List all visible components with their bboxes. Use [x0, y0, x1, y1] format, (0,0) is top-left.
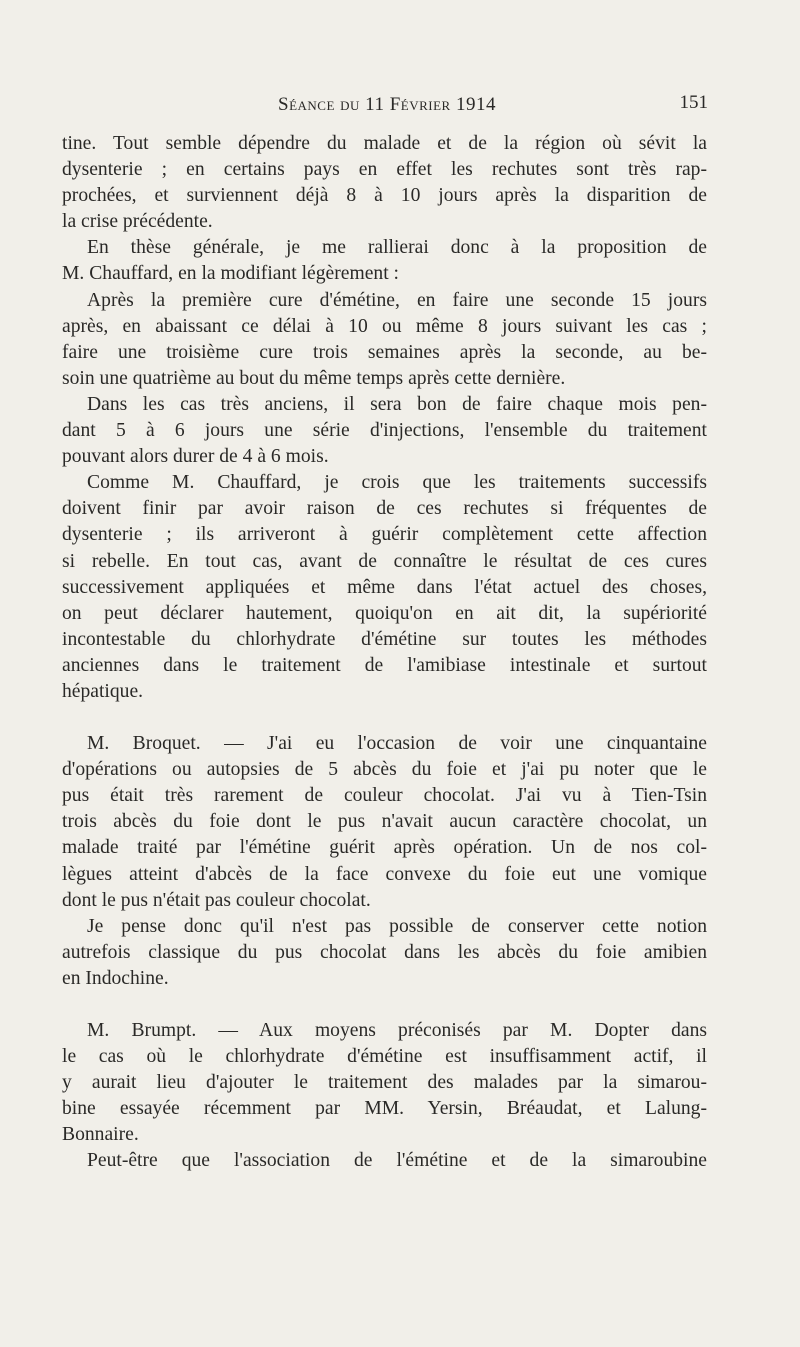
text-line: dysenterie ; en certains pays en effet les rechutes sont très rap- — [62, 159, 707, 181]
text-line: en Indochine. — [62, 967, 169, 989]
paragraph — [62, 731, 707, 914]
text-line: M. Brumpt. — Aux moyens préconisés par M. Dopter dans — [87, 1020, 707, 1041]
text-line: anciennes dans le traitement de l'amibiase intestinale et surtout — [62, 654, 707, 676]
text-line: Bonnaire. — [62, 1124, 139, 1146]
text-line: Après la première cure d'émétine, en faire une seconde 15 jours — [87, 289, 707, 311]
text-line: dont le pus n'était pas couleur chocolat. — [62, 889, 371, 911]
text-line: le cas où le chlorhydrate d'émétine est insuffisamment actif, il — [62, 1046, 707, 1068]
text-line: autrefois classique du pus chocolat dans les abcès du foie amibien — [62, 941, 707, 963]
running-head — [62, 90, 712, 120]
text-line: trois abcès du foie dont le pus n'avait aucun caractère chocolat, un — [62, 811, 707, 833]
running-title: Séance du 11 Février 1914 — [278, 94, 496, 115]
paragraph — [62, 1018, 707, 1148]
text-line: la crise précédente. — [62, 211, 213, 233]
page-number: 151 — [679, 92, 708, 113]
text-line: dant 5 à 6 jours une série d'injections, l'ensemble du traitement — [62, 420, 707, 442]
paragraph — [62, 235, 707, 287]
text-line: En thèse générale, je me rallierai donc à la proposition de — [87, 237, 707, 259]
text-line: Dans les cas très anciens, il sera bon de faire chaque mois pen- — [87, 393, 707, 415]
paragraph — [62, 470, 707, 705]
text-line: pus était très rarement de couleur chocolat. J'ai vu à Tien-Tsin — [62, 785, 707, 807]
text-line: successivement appliquées et même dans l'état actuel des choses, — [62, 576, 707, 598]
text-line: M. Broquet. — J'ai eu l'occasion de voir une cinquantaine — [87, 733, 707, 755]
text-line: Peut-être que l'association de l'émétine et de la simaroubine — [87, 1150, 707, 1172]
text-line: si rebelle. En tout cas, avant de connaître le résultat de ces cures — [62, 550, 707, 572]
paragraph — [62, 288, 707, 392]
text-line: hépatique. — [62, 680, 144, 702]
text-line: dysenterie ; ils arriveront à guérir complètement cette affection — [62, 524, 707, 546]
paragraph — [62, 1148, 707, 1174]
text-line: Comme M. Chauffard, je crois que les traitements successifs — [87, 472, 707, 494]
section-gap — [62, 992, 707, 1018]
text-line: lègues atteint d'abcès de la face convexe du foie eut une vomique — [62, 863, 707, 885]
text-line: après, en abaissant ce délai à 10 ou même 8 jours suivant les cas ; — [62, 315, 707, 337]
text-line: M. Chauffard, en la modifiant légèrement : — [62, 263, 399, 285]
text-line: on peut déclarer hautement, quoiqu'on en ait dit, la supériorité — [62, 602, 707, 624]
text-line: prochées, et surviennent déjà 8 à 10 jours après la disparition de — [62, 185, 707, 207]
paragraph — [62, 914, 707, 992]
text-line: doivent finir par avoir raison de ces rechutes si fréquentes de — [62, 498, 707, 520]
text-line: incontestable du chlorhydrate d'émétine sur toutes les méthodes — [62, 628, 707, 650]
text-line: pouvant alors durer de 4 à 6 mois. — [62, 446, 329, 468]
text-line: d'opérations ou autopsies de 5 abcès du foie et j'ai pu noter que le — [62, 759, 707, 781]
paragraph — [62, 392, 707, 470]
paragraph — [62, 131, 707, 235]
text-line: malade traité par l'émétine guérit après opération. Un de nos col- — [62, 837, 707, 859]
text-line: Je pense donc qu'il n'est pas possible de conserver cette notion — [87, 915, 707, 937]
body-text — [62, 131, 707, 1175]
text-line: faire une troisième cure trois semaines après la seconde, au be- — [62, 341, 707, 363]
text-line: bine essayée récemment par MM. Yersin, Bréaudat, et Lalung- — [62, 1098, 707, 1120]
text-line: tine. Tout semble dépendre du malade et de la région où sévit la — [62, 133, 707, 154]
text-line: y aurait lieu d'ajouter le traitement des malades par la simarou- — [62, 1072, 707, 1094]
section-gap — [62, 705, 707, 731]
text-line: soin une quatrième au bout du même temps après cette dernière. — [62, 367, 566, 389]
